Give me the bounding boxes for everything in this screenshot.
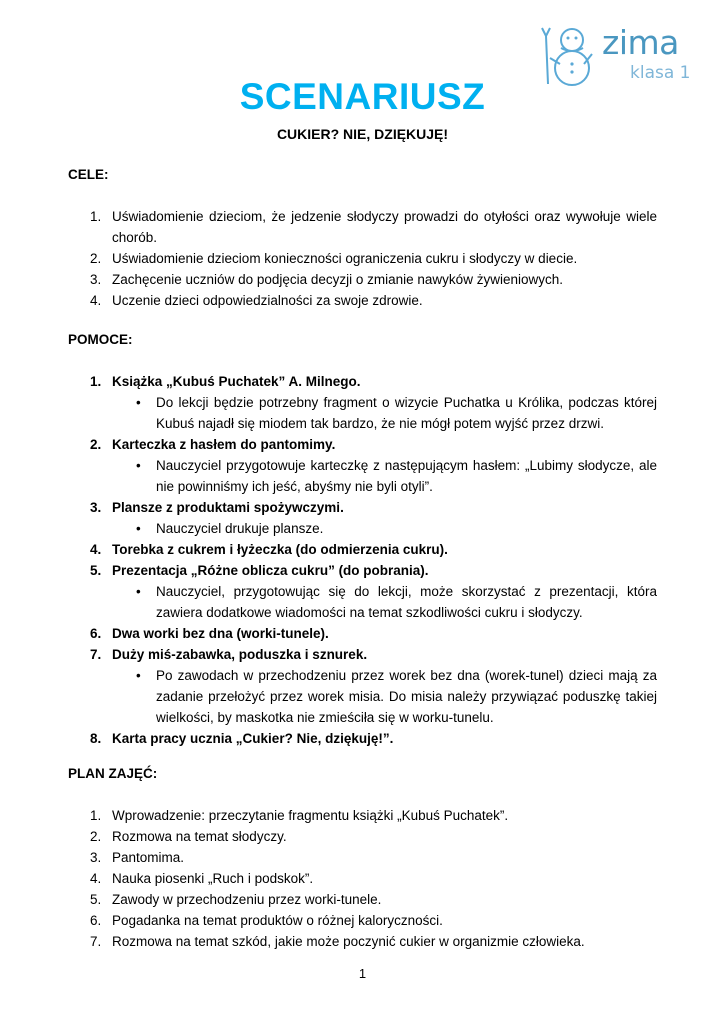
list-number: 7.	[90, 647, 102, 662]
list-item	[68, 623, 657, 644]
list-item	[68, 560, 657, 581]
list-text: Duży miś-zabawka, poduszka i sznurek.	[112, 647, 368, 662]
list-item	[68, 539, 657, 560]
list-text: Pantomima.	[112, 850, 185, 865]
list-item	[68, 826, 657, 847]
bullet-item	[136, 392, 657, 434]
bullet-icon: •	[136, 395, 141, 410]
bullet-icon: •	[136, 521, 141, 536]
logo-word: zima	[602, 23, 679, 62]
list-text: Zawody w przechodzeniu przez worki-tunele.	[112, 892, 382, 907]
list-item	[68, 371, 657, 392]
list-number: 2.	[90, 251, 102, 266]
bullet-icon: •	[136, 668, 141, 683]
list-item	[68, 868, 657, 889]
list-text: Wprowadzenie: przeczytanie fragmentu książki „Kubuś Puchatek”.	[112, 808, 509, 823]
list-number: 2.	[90, 437, 102, 452]
bullet-text: Nauczyciel, przygotowując się do lekcji, może skorzystać z prezentacji, która zawiera dodatkowe wiadomości na temat szkodliwości cukru i słodyczy.	[156, 584, 657, 620]
pomoce-list	[68, 371, 657, 749]
bullet-text: Po zawodach w przechodzeniu przez worek bez dna (worek-tunel) dzieci mają za zadanie przełożyć przez worek misia. Do misia należy przywiązać poduszkę takiej wielkości, by maskotka nie zmieściła się w worku-tunelu.	[156, 668, 657, 725]
page-number: 1	[358, 966, 367, 981]
list-number: 4.	[90, 871, 102, 886]
logo-subtitle: klasa 1	[630, 63, 691, 83]
plan-heading: PLAN ZAJĘĆ:	[68, 766, 158, 781]
list-text: Torebka z cukrem i łyżeczka (do odmierzenia cukru).	[112, 542, 448, 557]
list-number: 3.	[90, 272, 102, 287]
list-number: 5.	[90, 563, 102, 578]
list-number: 2.	[90, 829, 102, 844]
list-number: 6.	[90, 913, 102, 928]
list-item	[68, 805, 657, 826]
list-item	[68, 497, 657, 518]
cele-list	[68, 206, 657, 311]
bullet-icon: •	[136, 584, 141, 599]
list-text: Uświadomienie dzieciom konieczności ograniczenia cukru i słodyczy w diecie.	[112, 251, 578, 266]
bullet-icon: •	[136, 458, 141, 473]
list-number: 8.	[90, 731, 102, 746]
document-title: SCENARIUSZ	[239, 76, 486, 117]
list-text: Plansze z produktami spożywczymi.	[112, 500, 344, 515]
pomoce-heading: POMOCE:	[68, 332, 133, 347]
list-text: Rozmowa na temat szkód, jakie może poczynić cukier w organizmie człowieka.	[112, 934, 585, 949]
list-number: 6.	[90, 626, 102, 641]
list-item	[68, 728, 657, 749]
list-number: 7.	[90, 934, 102, 949]
list-text: Prezentacja „Różne oblicza cukru” (do pobrania).	[112, 563, 429, 578]
document-subtitle: CUKIER? NIE, DZIĘKUJĘ!	[276, 126, 449, 142]
list-item	[68, 206, 657, 248]
list-item	[68, 910, 657, 931]
list-number: 3.	[90, 500, 102, 515]
list-item	[68, 290, 657, 311]
list-number: 1.	[90, 209, 102, 224]
list-item	[68, 847, 657, 868]
bullet-text: Do lekcji będzie potrzebny fragment o wizycie Puchatka u Królika, podczas której Kubuś najadł się miodem tak bardzo, że nie mógł potem wyjść przez drzwi.	[156, 395, 657, 431]
list-text: Uczenie dzieci odpowiedzialności za swoje zdrowie.	[112, 293, 423, 308]
list-text: Nauka piosenki „Ruch i podskok”.	[112, 871, 314, 886]
list-item	[68, 269, 657, 290]
list-text: Karteczka z hasłem do pantomimy.	[112, 437, 336, 452]
list-number: 3.	[90, 850, 102, 865]
cele-heading: CELE:	[68, 167, 109, 182]
list-item	[68, 248, 657, 269]
bullet-item	[136, 455, 657, 497]
list-number: 1.	[90, 808, 102, 823]
list-text: Pogadanka na temat produktów o różnej kaloryczności.	[112, 913, 443, 928]
list-text: Rozmowa na temat słodyczy.	[112, 829, 287, 844]
plan-list	[68, 805, 657, 952]
list-number: 4.	[90, 293, 102, 308]
list-text: Książka „Kubuś Puchatek” A. Milnego.	[112, 374, 361, 389]
bullet-item	[136, 581, 657, 623]
bullet-text: Nauczyciel drukuje plansze.	[156, 521, 324, 536]
bullet-item	[136, 665, 657, 728]
list-text: Uświadomienie dzieciom, że jedzenie słodyczy prowadzi do otyłości oraz wywołuje wiele chorób.	[112, 209, 657, 245]
list-item	[68, 931, 657, 952]
bullet-text: Nauczyciel przygotowuje karteczkę z następującym hasłem: „Lubimy słodycze, ale nie powinniśmy ich jeść, abyśmy nie byli otyli”.	[156, 458, 657, 494]
list-number: 1.	[90, 374, 102, 389]
bullet-item	[136, 518, 657, 539]
list-text: Zachęcenie uczniów do podjęcia decyzji o zmianie nawyków żywieniowych.	[112, 272, 563, 287]
list-number: 5.	[90, 892, 102, 907]
list-item	[68, 889, 657, 910]
list-text: Dwa worki bez dna (worki-tunele).	[112, 626, 329, 641]
list-text: Karta pracy ucznia „Cukier? Nie, dziękuję!”.	[112, 731, 394, 746]
list-number: 4.	[90, 542, 102, 557]
list-item	[68, 434, 657, 455]
list-item	[68, 644, 657, 665]
